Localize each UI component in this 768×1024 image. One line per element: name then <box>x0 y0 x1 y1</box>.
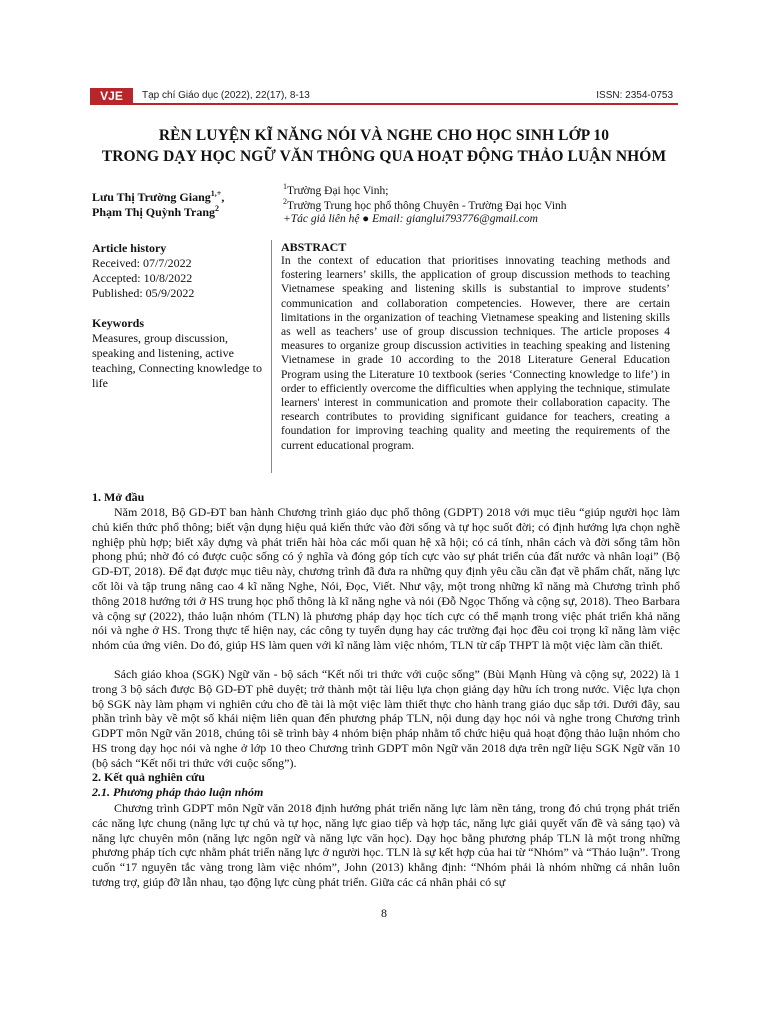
affiliation-2-sup: 2 <box>283 197 287 206</box>
corresponding-contact: +Tác giả liên hệ ● Email: gianglui793776@gmail.com <box>283 213 538 225</box>
article-history-heading: Article history <box>92 241 167 255</box>
author-1 <box>92 189 224 205</box>
abstract-heading: ABSTRACT <box>281 240 347 254</box>
received-date: Received: 07/7/2022 <box>92 256 192 270</box>
section-heading-results: 2. Kết quả nghiên cứu <box>92 770 205 784</box>
affiliation-1-sup: 1 <box>283 182 287 191</box>
subsection-heading-2-1: 2.1. Phương pháp thảo luận nhóm <box>92 785 264 799</box>
abstract-text: In the context of education that prioritises innovating teaching methods and fostering learners’ skills, the application of group discussion methods to teaching Vietnamese speaking and listening skills is substantial to improve students’ communication and collaboration competencies. However, there are certain limitations in the organization of teaching Vietnamese speaking and listening skills as well as teachers’ use of group discussion techniques. The article proposes 4 measures to organize group discussion activities in teaching speaking and listening Vietnamese in grade 10 according to the 2018 Literature General Education Program using the Literature 10 textbook (series ‘Connecting knowledge to life’) in order to efficiently overcome the difficulties when applying the technique, stimulate learners' interest in communication and promote their collaboration capacity. The research contributes to providing significant guidance for teachers, creating a foundation for improving teaching quality and meeting the requirements of the current educational program. <box>281 255 670 452</box>
journal-citation: Tạp chí Giáo dục (2022), 22(17), 8-13 <box>142 90 310 101</box>
author-2-name: Phạm Thị Quỳnh Trang <box>92 205 216 219</box>
title-line-2: TRONG DẠY HỌC NGỮ VĂN THÔNG QUA HOẠT ĐỘNG THẢO LUẬN NHÓM <box>101 148 667 165</box>
section-heading-intro: 1. Mở đầu <box>92 490 145 504</box>
author-1-sup: 1,+ <box>210 189 222 198</box>
affiliation-1-text: Trường Đại học Vinh; <box>287 184 389 197</box>
author-2-sup: 2 <box>215 204 220 213</box>
author-separator: , <box>221 190 225 204</box>
author-1-name: Lưu Thị Trường Giang <box>92 190 211 204</box>
keywords-text: Measures, group discussion, speaking and listening, active teaching, Connecting knowledge to life <box>92 331 262 390</box>
author-2 <box>92 204 219 220</box>
title-line-1: RÈN LUYỆN KĨ NĂNG NÓI VÀ NGHE CHO HỌC SINH LỚP 10 <box>158 127 610 144</box>
keywords-heading: Keywords <box>92 316 144 330</box>
affiliation-1 <box>283 182 388 197</box>
paragraph-3: Chương trình GDPT môn Ngữ văn 2018 định hướng phát triển năng lực làm nền tảng, trong đó chú trọng phát triển các năng lực chung (năng lực tự chủ và tự học, năng lực giao tiếp và hợp tác, năng lực giải quyết vấn đề và sáng tạo) và năng lực chuyên môn (năng lực ngôn ngữ và năng lực văn học). Dạy học bằng phương pháp TLN là một trong những phương pháp tích cực nhằm phát triển năng lực ở người học. TLN là sự kết hợp của hai từ “Nhóm” và “Thảo luận”. Trong cuốn “17 nguyên tắc vàng trong làm việc nhóm”, John (2013) khẳng định: “Nhóm phải là nhóm những cá nhân luôn tương trợ, giúp đỡ lẫn nhau, tạo động lực cùng phát triển. Giữa các cá nhân phải có sự <box>92 801 680 889</box>
affiliation-2-text: Trường Trung học phổ thông Chuyên - Trường Đại học Vinh <box>287 199 567 212</box>
accepted-date: Accepted: 10/8/2022 <box>92 271 193 285</box>
header-rule <box>90 103 678 105</box>
affiliation-2 <box>283 197 567 212</box>
issn: ISSN: 2354-0753 <box>596 90 673 101</box>
journal-badge: VJE <box>90 88 133 105</box>
paragraph-2: Sách giáo khoa (SGK) Ngữ văn - bộ sách “Kết nối tri thức với cuộc sống” (Bùi Mạnh Hùng và cộng sự, 2022) là 1 trong 3 bộ sách được Bộ GD-ĐT phê duyệt; trở thành một tài liệu lựa chọn giảng dạy hữu ích trong nước. Việc lựa chọn bộ SGK này làm phạm vi nghiên cứu cho đề tài là một việc làm thiết thực cho hành trang giáo dục sắp tới. Dưới đây, sau phần trình bày về một số khái niệm liên quan đến phương pháp TLN, nội dung dạy học nói và nghe trong Chương trình GDPT môn Ngữ văn 2018, chúng tôi sẽ trình bày 4 nhóm biện pháp nhằm tổ chức hiệu quả hoạt động thảo luận nhóm cho HS trong dạy học nói và nghe ở lớp 10 theo Chương trình GDPT môn Ngữ văn 2018 dựa trên ngữ liệu SGK Ngữ văn 10 (bộ sách “Kết nối tri thức với cuộc sống”). <box>92 667 680 770</box>
page-number: 8 <box>381 906 387 920</box>
published-date: Published: 05/9/2022 <box>92 286 195 300</box>
paragraph-1: Năm 2018, Bộ GD-ĐT ban hành Chương trình giáo dục phổ thông (GDPT) 2018 với mục tiêu “giúp người học làm chủ kiến thức phổ thông; biết vận dụng hiệu quả kiến thức vào đời sống và tự học suốt đời; có định hướng lựa chọn nghề nghiệp phù hợp; biết xây dựng và phát triển hài hòa các mối quan hệ xã hội; có cá tính, nhân cách và đời sống tâm hồn phong phú; nhờ đó có được cuộc sống có ý nghĩa và đóng góp tích cực vào sự phát triển của đất nước và nhân loại” (Bộ GD-ĐT, 2018). Để đạt được mục tiêu này, chương trình đã đưa ra những quy định yêu cầu cần đạt về phẩm chất, năng lực cốt lõi và tập trung nâng cao 4 kĩ năng Nghe, Nói, Đọc, Viết. Như vậy, một trong những kĩ năng mà Chương trình phổ thông 2018 hướng tới ở HS trung học phổ thông là kĩ năng nghe và nói (Đỗ Ngọc Thống và cộng sự, 2018). Theo Barbara và cộng sự (2022), thảo luận nhóm (TLN) là phương pháp dạy học tích cực có thể mạnh trong việc phát triển khả năng nói và nghe ở HS. Trong thực tế hiện nay, các công ty tuyển dụng hay các trường đại học đều coi trọng kĩ năng làm việc nhóm của ứng viên. Do đó, giúp HS làm quen với kĩ năng làm việc nhóm, TLN từ cấp THPT là một việc làm cần thiết. <box>92 505 680 653</box>
